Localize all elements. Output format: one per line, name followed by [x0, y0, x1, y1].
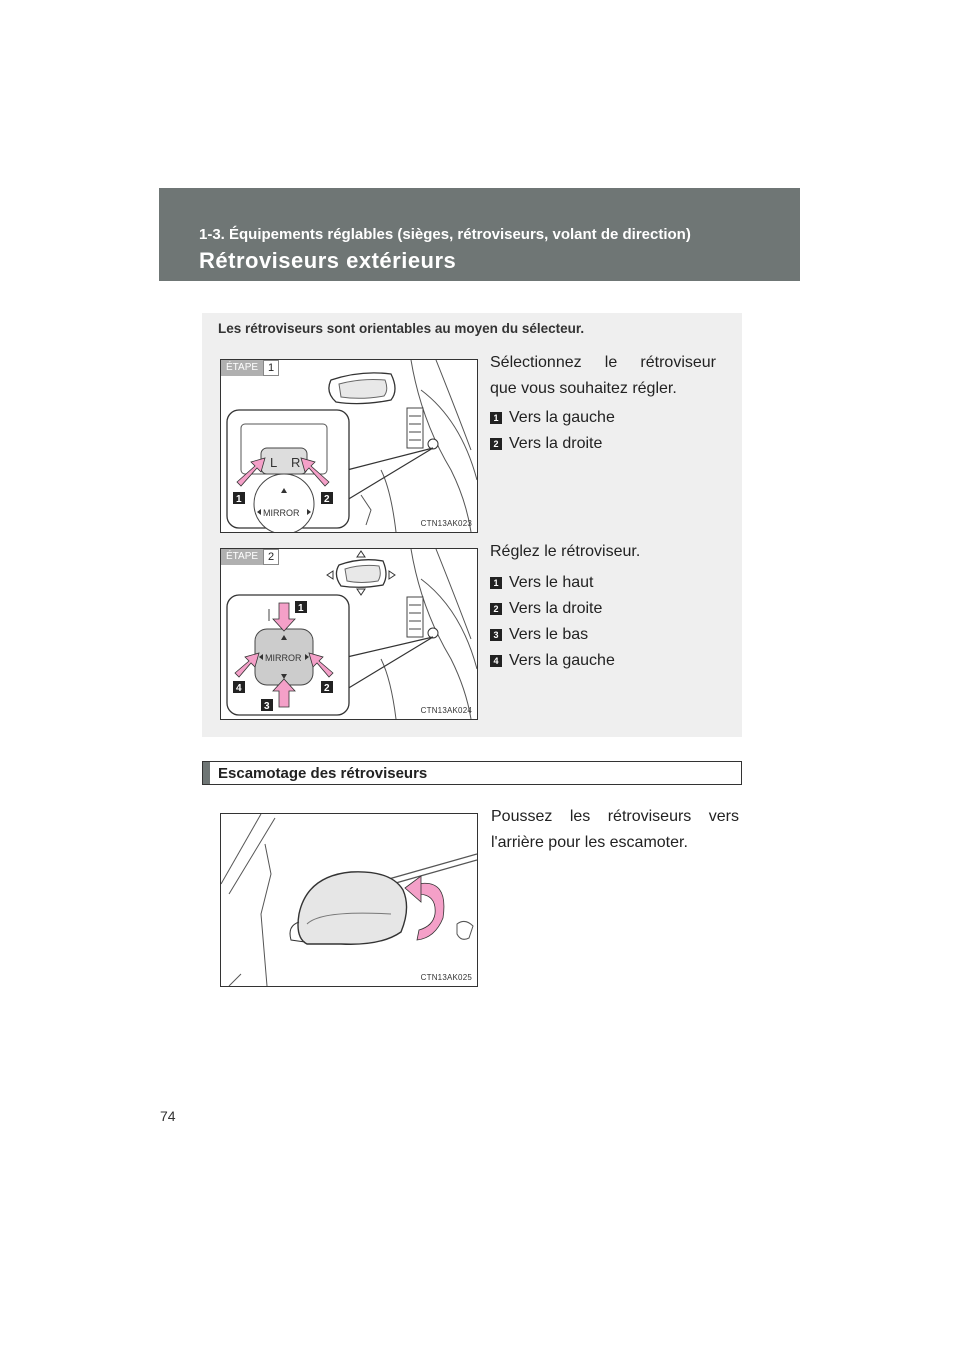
callout-1: 1 — [236, 494, 242, 505]
step-tag-label: ÉTAPE — [221, 549, 263, 565]
step1-option-right — [490, 435, 602, 453]
number-badge-icon: 1 — [490, 577, 502, 589]
step-tag-number: 2 — [263, 549, 279, 565]
step-tag-number: 1 — [263, 360, 279, 376]
callout-2: 2 — [324, 683, 330, 694]
step-tag-label: ÉTAPE — [221, 360, 263, 376]
callout-1: 1 — [298, 603, 304, 614]
figure-code: CTN13AK023 — [420, 519, 472, 528]
section-label: 1-3. Équipements réglables (sièges, rétroviseurs, volant de direction) — [199, 226, 691, 243]
option-label: Vers la droite — [509, 435, 603, 452]
option-label: Vers la gauche — [509, 652, 615, 669]
subsection-title: Escamotage des rétroviseurs — [218, 764, 428, 782]
option-label: Vers la gauche — [509, 409, 615, 426]
knob-label: MIRROR — [265, 653, 302, 663]
number-badge-icon: 2 — [490, 438, 502, 450]
step2-option-left — [490, 652, 615, 670]
callout-4: 4 — [236, 683, 242, 694]
number-badge-icon: 4 — [490, 655, 502, 667]
option-label: Vers le bas — [509, 626, 589, 643]
step2-option-up — [490, 574, 594, 592]
folding-line2: l'arrière pour les escamoter. — [491, 834, 688, 851]
number-badge-icon: 1 — [490, 412, 502, 424]
instruction-panel — [202, 313, 742, 737]
switch-left-label: L — [270, 455, 278, 470]
step-tag — [221, 360, 279, 376]
step1-illustration — [220, 359, 478, 533]
step-tag — [221, 549, 279, 565]
step2-option-right — [490, 600, 602, 618]
page-header — [159, 188, 800, 281]
heading-bar — [203, 762, 210, 784]
folding-line1: Poussez les rétroviseurs vers — [491, 808, 739, 825]
step2-option-down — [490, 626, 588, 644]
option-label: Vers le haut — [509, 574, 594, 591]
subsection-heading — [202, 761, 742, 785]
page-title: Rétroviseurs extérieurs — [199, 248, 457, 273]
step2-illustration — [220, 548, 478, 720]
option-label: Vers la droite — [509, 600, 603, 617]
page-number: 74 — [160, 1108, 176, 1124]
mirror-fold-drawing — [221, 814, 477, 986]
step1-option-left — [490, 409, 615, 427]
callout-2: 2 — [324, 494, 330, 505]
knob-label: MIRROR — [263, 508, 300, 518]
step1-instruction — [490, 350, 716, 402]
folding-instruction — [491, 804, 739, 856]
intro-text: Les rétroviseurs sont orientables au moyen du sélecteur. — [218, 321, 585, 336]
mirror-adjust-drawing — [221, 549, 477, 719]
step2-instruction: Réglez le rétroviseur. — [490, 543, 641, 560]
switch-right-label: R — [291, 455, 301, 470]
mirror-selector-drawing — [221, 360, 477, 532]
number-badge-icon: 2 — [490, 603, 502, 615]
callout-3: 3 — [264, 701, 270, 712]
folding-illustration — [220, 813, 478, 987]
step1-line1: Sélectionnez le rétroviseur — [490, 354, 716, 371]
figure-code: CTN13AK025 — [420, 973, 472, 982]
step1-line2: que vous souhaitez régler. — [490, 380, 677, 397]
figure-code: CTN13AK024 — [420, 706, 472, 715]
number-badge-icon: 3 — [490, 629, 502, 641]
